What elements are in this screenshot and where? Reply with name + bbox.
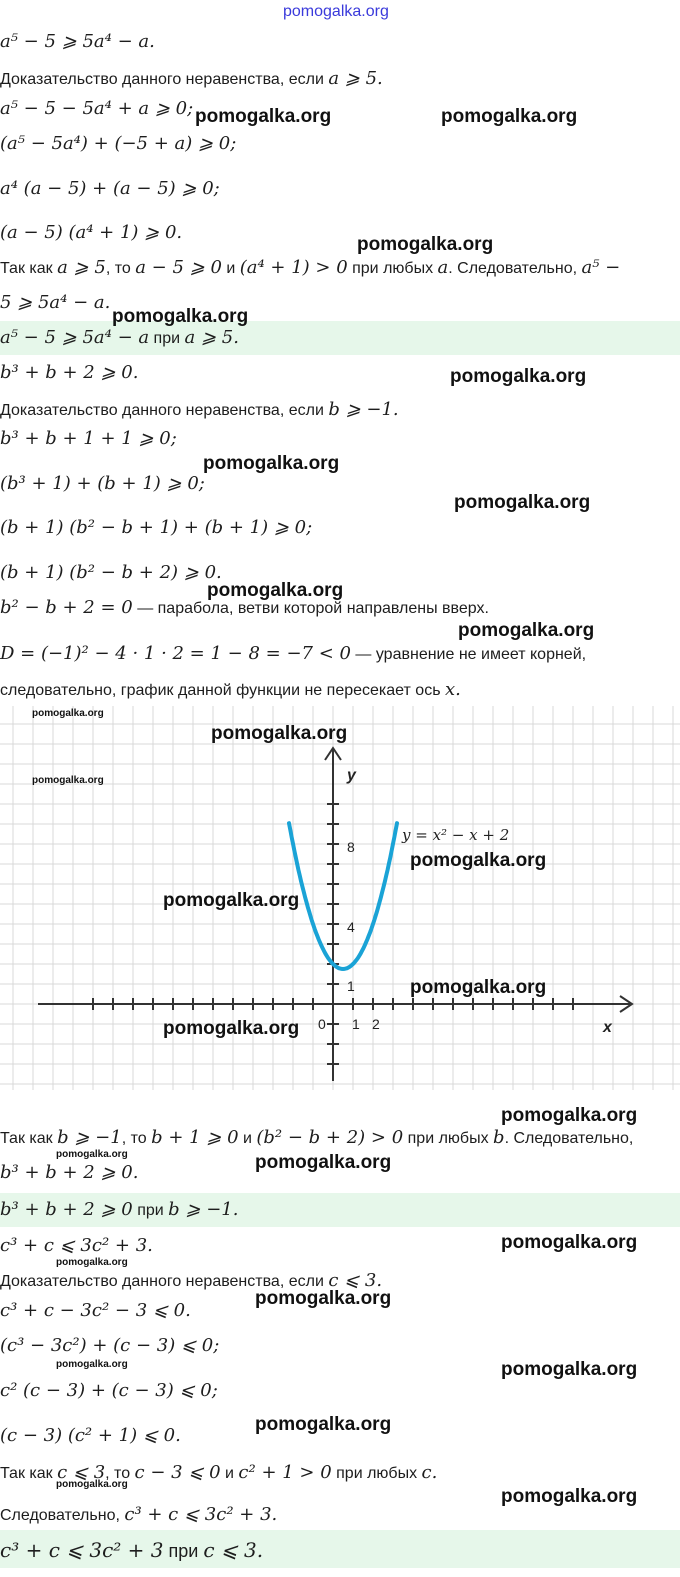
y-axis-label: y: [347, 767, 356, 784]
c-result: [0, 1540, 263, 1561]
c-since-t3: и: [220, 1465, 239, 1482]
b-result-m: b³ + b + 2 ⩾ 0: [0, 1199, 133, 1220]
b-proof-cond: b ⩾ −1.: [328, 399, 399, 420]
b-step-1: b³ + b + 1 + 1 ⩾ 0;: [0, 428, 177, 449]
a-step-3: a⁴ (a − 5) + (a − 5) ⩾ 0;: [0, 178, 220, 199]
c-since-m1: c ⩽ 3: [57, 1462, 106, 1483]
b-graph-m: x.: [444, 679, 461, 700]
a-result-m2: a ⩾ 5.: [184, 327, 239, 348]
b-since-m3: (b² − b + 2) > 0: [256, 1127, 404, 1148]
watermark: pomogalka.org: [56, 1149, 128, 1160]
b-step-2: (b³ + 1) + (b + 1) ⩾ 0;: [0, 473, 205, 494]
a-proof-line: [0, 70, 383, 88]
a-since-cont: 5 ⩾ 5a⁴ − a.: [0, 292, 111, 313]
watermark-top: pomogalka.org: [283, 3, 389, 20]
a-proof-cond: a ⩾ 5.: [328, 68, 383, 89]
a-since-t4: при любых: [347, 260, 438, 277]
c-proof-text: Доказательство данного неравенства, если: [0, 1273, 329, 1290]
watermark: pomogalka.org: [255, 1152, 392, 1173]
origin-label: 0: [318, 1016, 326, 1032]
y-tick-label-8: 8: [347, 839, 355, 855]
b-since-t1: Так как: [0, 1130, 58, 1147]
c-step-1: c³ + c − 3c² − 3 ⩽ 0.: [0, 1300, 191, 1321]
c-step-3: c² (c − 3) + (c − 3) ⩽ 0;: [0, 1380, 218, 1401]
c-result-m2: c ⩽ 3.: [203, 1538, 264, 1562]
watermark: pomogalka.org: [458, 620, 595, 641]
watermark: pomogalka.org: [211, 723, 348, 744]
c-given: c³ + c ⩽ 3c² + 3.: [0, 1235, 153, 1256]
b-result-m2: b ⩾ −1.: [168, 1199, 239, 1220]
watermark: pomogalka.org: [501, 1359, 638, 1380]
watermark: pomogalka.org: [56, 1479, 128, 1490]
b-since-t2: , то: [121, 1130, 152, 1147]
b-since-cont: b³ + b + 2 ⩾ 0.: [0, 1162, 139, 1183]
b-since-m2: b + 1 ⩾ 0: [151, 1127, 239, 1148]
b-result: [0, 1201, 238, 1219]
b-since-m1: b ⩾ −1: [57, 1127, 122, 1148]
b-since-line: [0, 1129, 633, 1147]
c-since-t2: , то: [105, 1465, 135, 1482]
x-axis-label: x: [603, 1019, 612, 1036]
b-step-4: (b + 1) (b² − b + 2) ⩾ 0.: [0, 562, 222, 583]
watermark: pomogalka.org: [195, 106, 332, 127]
c-since-m3: c² + 1 > 0: [238, 1462, 332, 1483]
watermark: pomogalka.org: [454, 492, 591, 513]
a-since-m2: a − 5 ⩾ 0: [135, 257, 222, 278]
c-result-m: c³ + c ⩽ 3c² + 3: [0, 1538, 164, 1562]
a-since-m4: a: [437, 257, 449, 278]
watermark: pomogalka.org: [32, 708, 104, 719]
watermark: pomogalka.org: [450, 366, 587, 387]
y-tick-label-4: 4: [347, 919, 355, 935]
b-result-t: при: [132, 1202, 169, 1219]
a-result-t: при: [149, 330, 185, 347]
grid: [0, 706, 680, 1090]
a-since-m5: a⁵ −: [581, 257, 621, 278]
y-tick-label-1: 1: [347, 978, 355, 994]
c-since-t1: Так как: [0, 1465, 58, 1482]
b-parab-m: b² − b + 2 = 0: [0, 597, 133, 618]
c-step-4: (c − 3) (c² + 1) ⩽ 0.: [0, 1425, 181, 1446]
watermark: pomogalka.org: [441, 106, 578, 127]
watermark: pomogalka.org: [357, 234, 494, 255]
a-since-t5: . Следовательно,: [448, 260, 582, 277]
c-conseq-t: Следовательно,: [0, 1507, 125, 1524]
a-step-2: (a⁵ − 5a⁴) + (−5 + a) ⩾ 0;: [0, 133, 237, 154]
a-since-m1: a ⩾ 5: [57, 257, 106, 278]
watermark: pomogalka.org: [56, 1359, 128, 1370]
b-given: b³ + b + 2 ⩾ 0.: [0, 362, 139, 383]
b-since-t4: при любых: [403, 1130, 494, 1147]
b-graph-t: следовательно, график данной функции не пересекает ось: [0, 682, 445, 699]
b-since-m4: b: [493, 1127, 505, 1148]
a-since-t2: , то: [105, 260, 136, 277]
x-tick-label-1: 1: [352, 1016, 360, 1032]
a-step-4: (a − 5) (a⁴ + 1) ⩾ 0.: [0, 222, 183, 243]
watermark: pomogalka.org: [410, 850, 547, 871]
a-result: [0, 329, 239, 347]
b-parab-t: — парабола, ветви которой направлены вверх.: [132, 600, 489, 617]
c-step-2: (c³ − 3c²) + (c − 3) ⩽ 0;: [0, 1335, 220, 1356]
watermark: pomogalka.org: [207, 580, 344, 601]
curve-label: y = x² − x + 2: [402, 826, 510, 844]
c-conseq-m: c³ + c ⩽ 3c² + 3.: [124, 1504, 278, 1525]
a-since-t1: Так как: [0, 260, 58, 277]
watermark: pomogalka.org: [32, 775, 104, 786]
c-proof-cond: c ⩽ 3.: [328, 1270, 383, 1291]
c-since-t4: при любых: [331, 1465, 422, 1482]
c-since-m4: c.: [421, 1462, 438, 1483]
watermark: pomogalka.org: [410, 977, 547, 998]
b-since-t5: . Следовательно,: [504, 1130, 634, 1147]
watermark: pomogalka.org: [163, 890, 300, 911]
watermark: pomogalka.org: [501, 1105, 638, 1126]
a-result-m: a⁵ − 5 ⩾ 5a⁴ − a: [0, 327, 150, 348]
b-step-3: (b + 1) (b² − b + 1) + (b + 1) ⩾ 0;: [0, 517, 313, 538]
b-proof-line: [0, 401, 399, 419]
parabola-curve: [289, 823, 397, 969]
watermark: pomogalka.org: [203, 453, 340, 474]
b-graph-line: [0, 681, 461, 699]
c-since-m2: c − 3 ⩽ 0: [134, 1462, 221, 1483]
parabola-graph: [0, 706, 680, 1090]
watermark: pomogalka.org: [501, 1232, 638, 1253]
c-result-t: при: [163, 1541, 204, 1561]
a-step-1: a⁵ − 5 − 5a⁴ + a ⩾ 0;: [0, 98, 194, 119]
a-since-m3: (a⁴ + 1) > 0: [239, 257, 348, 278]
watermark: pomogalka.org: [56, 1257, 128, 1268]
a-since-t3: и: [221, 260, 240, 277]
a-since-line: [0, 259, 620, 277]
watermark: pomogalka.org: [163, 1018, 300, 1039]
watermark: pomogalka.org: [501, 1486, 638, 1507]
b-disc-line: [0, 645, 586, 663]
b-proof-text: Доказательство данного неравенства, если: [0, 402, 329, 419]
b-since-t3: и: [238, 1130, 257, 1147]
watermark: pomogalka.org: [112, 306, 249, 327]
a-proof-text: Доказательство данного неравенства, если: [0, 71, 329, 88]
axes: [38, 748, 632, 1081]
b-disc-m: D = (−1)² − 4 · 1 · 2 = 1 − 8 = −7 < 0: [0, 643, 351, 664]
a-given: a⁵ − 5 ⩾ 5a⁴ − a.: [0, 31, 155, 52]
c-conseq-line: [0, 1506, 277, 1524]
x-tick-label-2: 2: [372, 1016, 380, 1032]
b-disc-t: — уравнение не имеет корней,: [350, 646, 587, 663]
watermark: pomogalka.org: [255, 1414, 392, 1435]
watermark: pomogalka.org: [255, 1288, 392, 1309]
